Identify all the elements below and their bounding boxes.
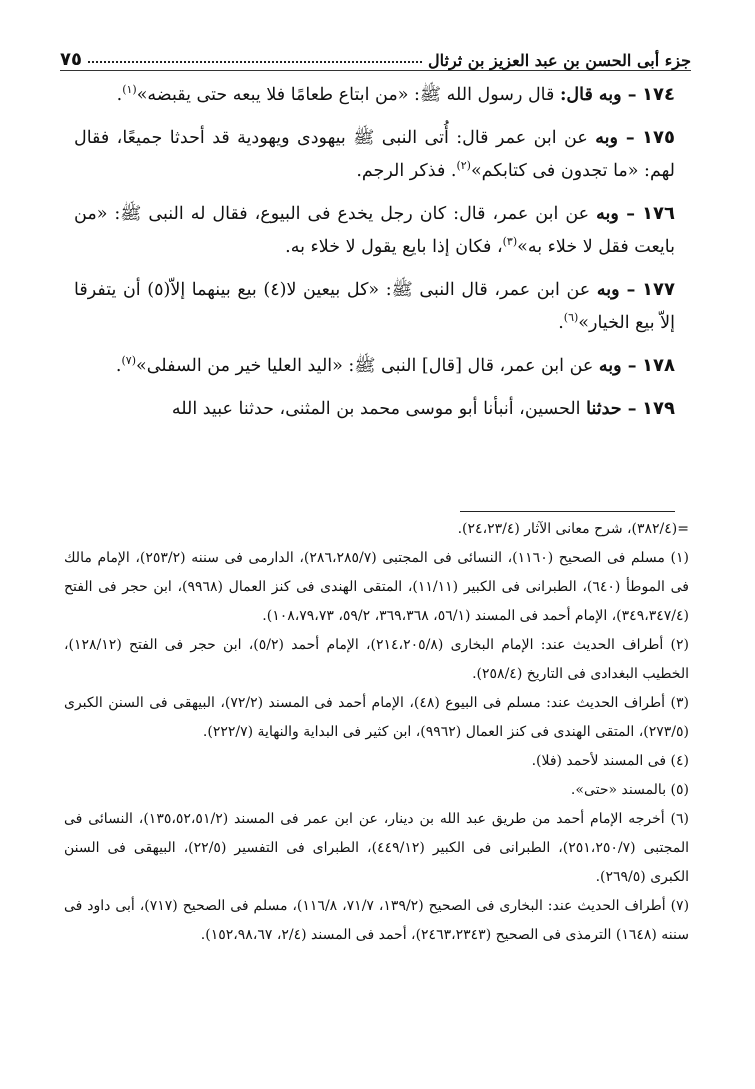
footnote-ref: (٦) [563,311,579,325]
footnotes [64,515,689,950]
footnote-ref: (٧) [121,354,136,368]
hadith-text: عن ابن عمر، قال: كان رجل يخدع فى البيوع، فقال له النبى ﷺ: «من بايعت فقل لا خلاء به» [74,204,675,257]
hadith-number: ١٧٩ [642,398,675,419]
hadith-lead: – حدثنا [586,399,637,419]
hadith-paragraph [74,121,675,188]
hadith-text: قال رسول الله ﷺ: «من ابتاع طعامًا فلا يبعه حتى يقبضه» [136,85,560,105]
hadith-number: ١٧٨ [642,355,675,376]
hadith-tail: . [558,313,564,333]
footnote: (٢) أطراف الحديث عند: الإمام البخارى (٢١٤،٢٠٥/٨)، الإمام أحمد (٥/٢)، ابن حجر فى الفتح (١٢٨/١٢)، الخطيب البغدادى فى التاريخ (٢٥٨/٤). [64,637,689,682]
footnote: =(٣٨٢/٤)، شرح معانى الآثار (٢٤،٢٣/٤). [457,521,689,537]
hadith-tail: . فذكر الرجم. [356,161,457,181]
hadith-lead: – وبه [598,356,637,376]
footnote: (٦) أخرجه الإمام أحمد من طريق عبد الله بن دينار، عن ابن عمر فى المسند (١٣٥،٥٢،٥١/٢)، النسائى فى المجتبى (٢٥١،٢٥٠/٧)، الطبرانى فى الكبير (٤٤٩/١٢)، الطبراى فى التفسير (٢٢/٥)، البيهقى فى السنن الكبرى (٢٦٩/٥). [64,811,689,885]
header-leader-dots [88,61,422,63]
hadith-paragraph [74,392,675,426]
footnote-separator [460,511,675,512]
hadith-text: عن ابن عمر، قال [قال] النبى ﷺ: «اليد العليا خير من السفلى» [136,356,599,376]
hadith-number: ١٧٤ [642,84,675,105]
hadith-tail: ، فكان إذا بايع يقول لا خلاء به. [285,237,503,257]
hadith-number: ١٧٧ [642,279,675,300]
hadith-text: عن ابن عمر قال: أُتى النبى ﷺ بيهودى ويهودية قد أحدثا جميعًا، فقال لهم: «ما تجدون فى كتابكم» [74,128,675,181]
footnote-ref: (٢) [456,159,471,173]
hadith-lead: – وبه [595,128,635,148]
hadith-paragraph [74,78,675,112]
hadith-text: عن ابن عمر، قال النبى ﷺ: «كل بيعين لا(٤) بيع بينهما إلاّ(٥) أن يتفرقا إلاّ بيع الخيار» [74,280,675,333]
footnote: (٤) فى المسند لأحمد (فلا). [531,753,689,769]
footnote: (٣) أطراف الحديث عند: مسلم فى البيوع (٤٨)، الإمام أحمد فى المسند (٧٢/٢)، البيهقى فى السنن الكبرى (٢٧٣/٥)، المتقى الهندى فى كنز العمال (٩٩٦٢)، ابن كثير فى البداية والنهاية (٢٢٢/٧). [64,695,689,740]
hadith-lead: – وبه قال: [559,85,637,105]
footnote: (٥) بالمسند «حتى». [570,782,689,798]
footnote-ref: (٣) [502,235,518,249]
hadith-tail: . [115,356,122,376]
footnote: (٧) أطراف الحديث عند: البخارى فى الصحيح (١٣٩/٢، ٧١/٧، ١١٦/٨)، مسلم فى الصحيح (٧١٧)، أبى داود فى سننه (١٦٤٨) الترمذى فى الصحيح (٢٤٦٣،٢٣٤٣)، أحمد فى المسند (٢/٤، ١٥٢،٩٨،٦٧). [64,898,690,943]
page-number: ٧٥ [60,49,82,70]
main-text [74,78,675,435]
hadith-lead: – وبه [596,204,636,224]
header-title: جزء أبى الحسن بن عبد العزيز بن ثرثال [428,51,691,70]
running-header [60,40,691,71]
hadith-paragraph [74,197,675,264]
hadith-paragraph [74,273,675,340]
footnote: (١) مسلم فى الصحيح (١١٦٠)، النسائى فى المجتبى (٢٨٦،٢٨٥/٧)، الدارمى فى سننه (٢٥٣/٢)، الإمام مالك فى الموطأ (٦٤٠)، الطبرانى فى الكبير (١١/١١)، المتقى الهندى فى كنز العمال (٩٩٦٨)، ابن حجر فى الفتح (٣٤٩،٣٤٧/٤)، الإمام أحمد فى المسند (٥٦/١، ٣٦٩،٣٦٨، ٥٩/٢، ١٠٨،٧٩،٧٣). [64,550,689,624]
footnote-ref: (١) [122,83,137,97]
hadith-lead: – وبه [596,280,636,300]
hadith-tail: . [116,85,123,105]
hadith-number: ١٧٦ [642,203,676,224]
hadith-number: ١٧٥ [642,127,675,148]
hadith-text: الحسين، أنبأنا أبو موسى محمد بن المثنى، حدثنا عبيد الله [171,399,587,419]
hadith-paragraph [74,349,675,383]
